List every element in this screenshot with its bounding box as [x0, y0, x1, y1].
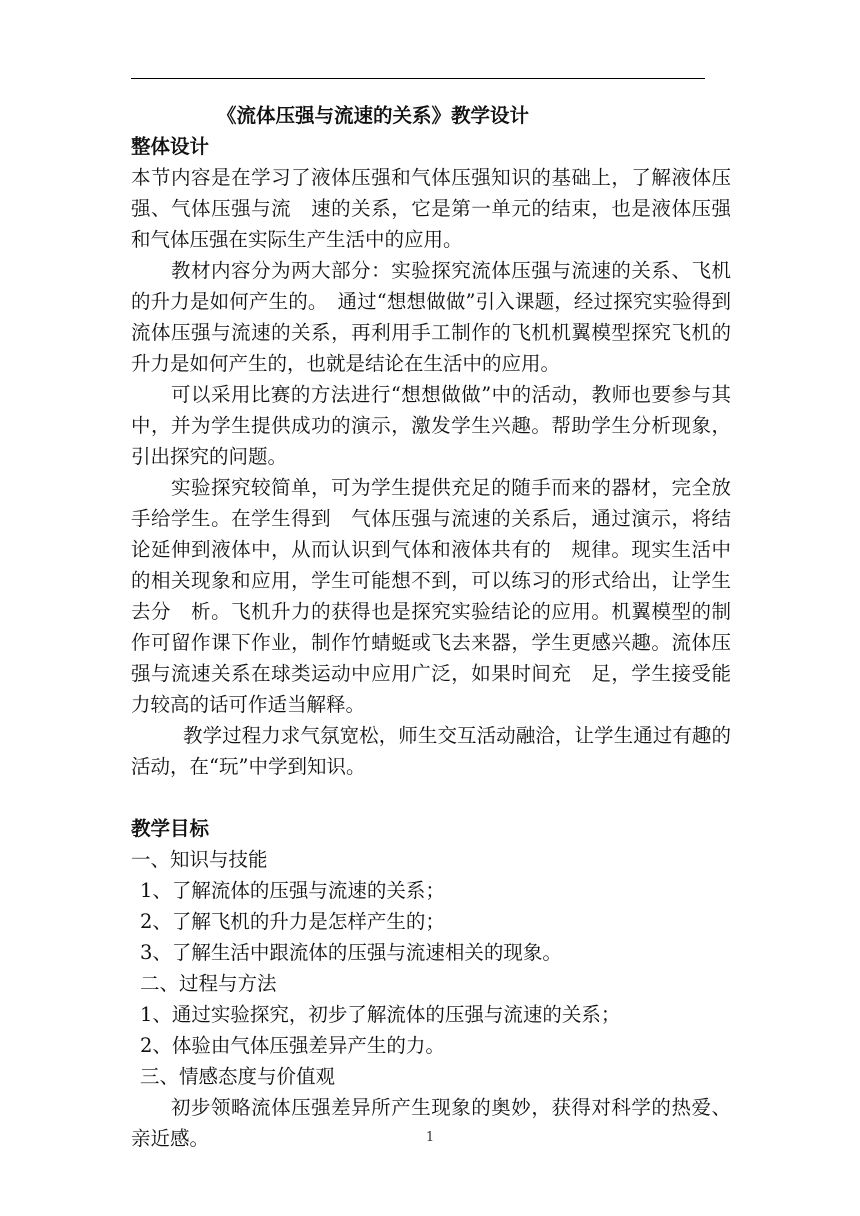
paragraph: 实验探究较简单，可为学生提供充足的随手而来的器材，完全放手给学生。在学生得到 气体压强与流速的关系后，通过演示，将结论延伸到液体中，从而认识到气体和液体共有的 规律。现实生活中的相关现象和应用，学生可能想不到，可以练习的形式给出，让学生去分 析。飞机升力的获得也是探究实验结论的应用。机翼模型的制作可留作课下作业，制作竹蜻蜓或飞去来器，学生更感兴趣。流体压强与流速关系在球类运动中应用广泛，如果时间充 足，学生接受能力较高的话可作适当解释。	[131, 476, 731, 716]
document-title: 《流体压强与流速的关系》教学设计	[217, 104, 530, 127]
page-number: 1	[425, 1130, 435, 1145]
spacer	[131, 782, 731, 813]
list-item: 2、了解飞机的升力是怎样产生的；	[140, 910, 445, 933]
header-rule	[131, 78, 705, 79]
paragraph: 可以采用比赛的方法进行“想想做做”中的活动，教师也要参与其中，并为学生提供成功的演示，激发学生兴趣。帮助学生分析现象，引出探究的问题。	[131, 383, 731, 468]
subsection-heading: 三、情感态度与价值观	[140, 1065, 336, 1088]
subsection-heading: 二、过程与方法	[140, 972, 277, 995]
list-item: 3、了解生活中跟流体的压强与流速相关的现象。	[140, 941, 562, 964]
list-item: 1、了解流体的压强与流速的关系；	[140, 879, 445, 902]
list-item: 1、通过实验探究，初步了解流体的压强与流速的关系；	[140, 1003, 621, 1026]
paragraph: 教学过程力求气氛宽松，师生交互活动融洽，让学生通过有趣的活动，在“玩”中学到知识。	[131, 724, 731, 778]
list-item: 2、体验由气体压强差异产生的力。	[140, 1034, 445, 1057]
subsection-heading: 一、知识与技能	[131, 848, 268, 871]
document-body	[131, 100, 731, 1154]
paragraph: 初步领略流体压强差异所产生现象的奥妙，获得对科学的热爱、亲近感。	[131, 1096, 731, 1150]
section-heading-overall: 整体设计	[131, 135, 210, 158]
section-heading-goals: 教学目标	[131, 817, 210, 840]
paragraph: 本节内容是在学习了液体压强和气体压强知识的基础上，了解液体压强、气体压强与流 速的关系，它是第一单元的结束，也是液体压强和气体压强在实际生产生活中的应用。	[131, 166, 731, 251]
paragraph: 教材内容分为两大部分：实验探究流体压强与流速的关系、飞机的升力是如何产生的。 通过“想想做做”引入课题，经过探究实验得到流体压强与流速的关系，再利用手工制作的飞机机翼模型探究飞机的升力是如何产生的，也就是结论在生活中的应用。	[131, 259, 731, 375]
